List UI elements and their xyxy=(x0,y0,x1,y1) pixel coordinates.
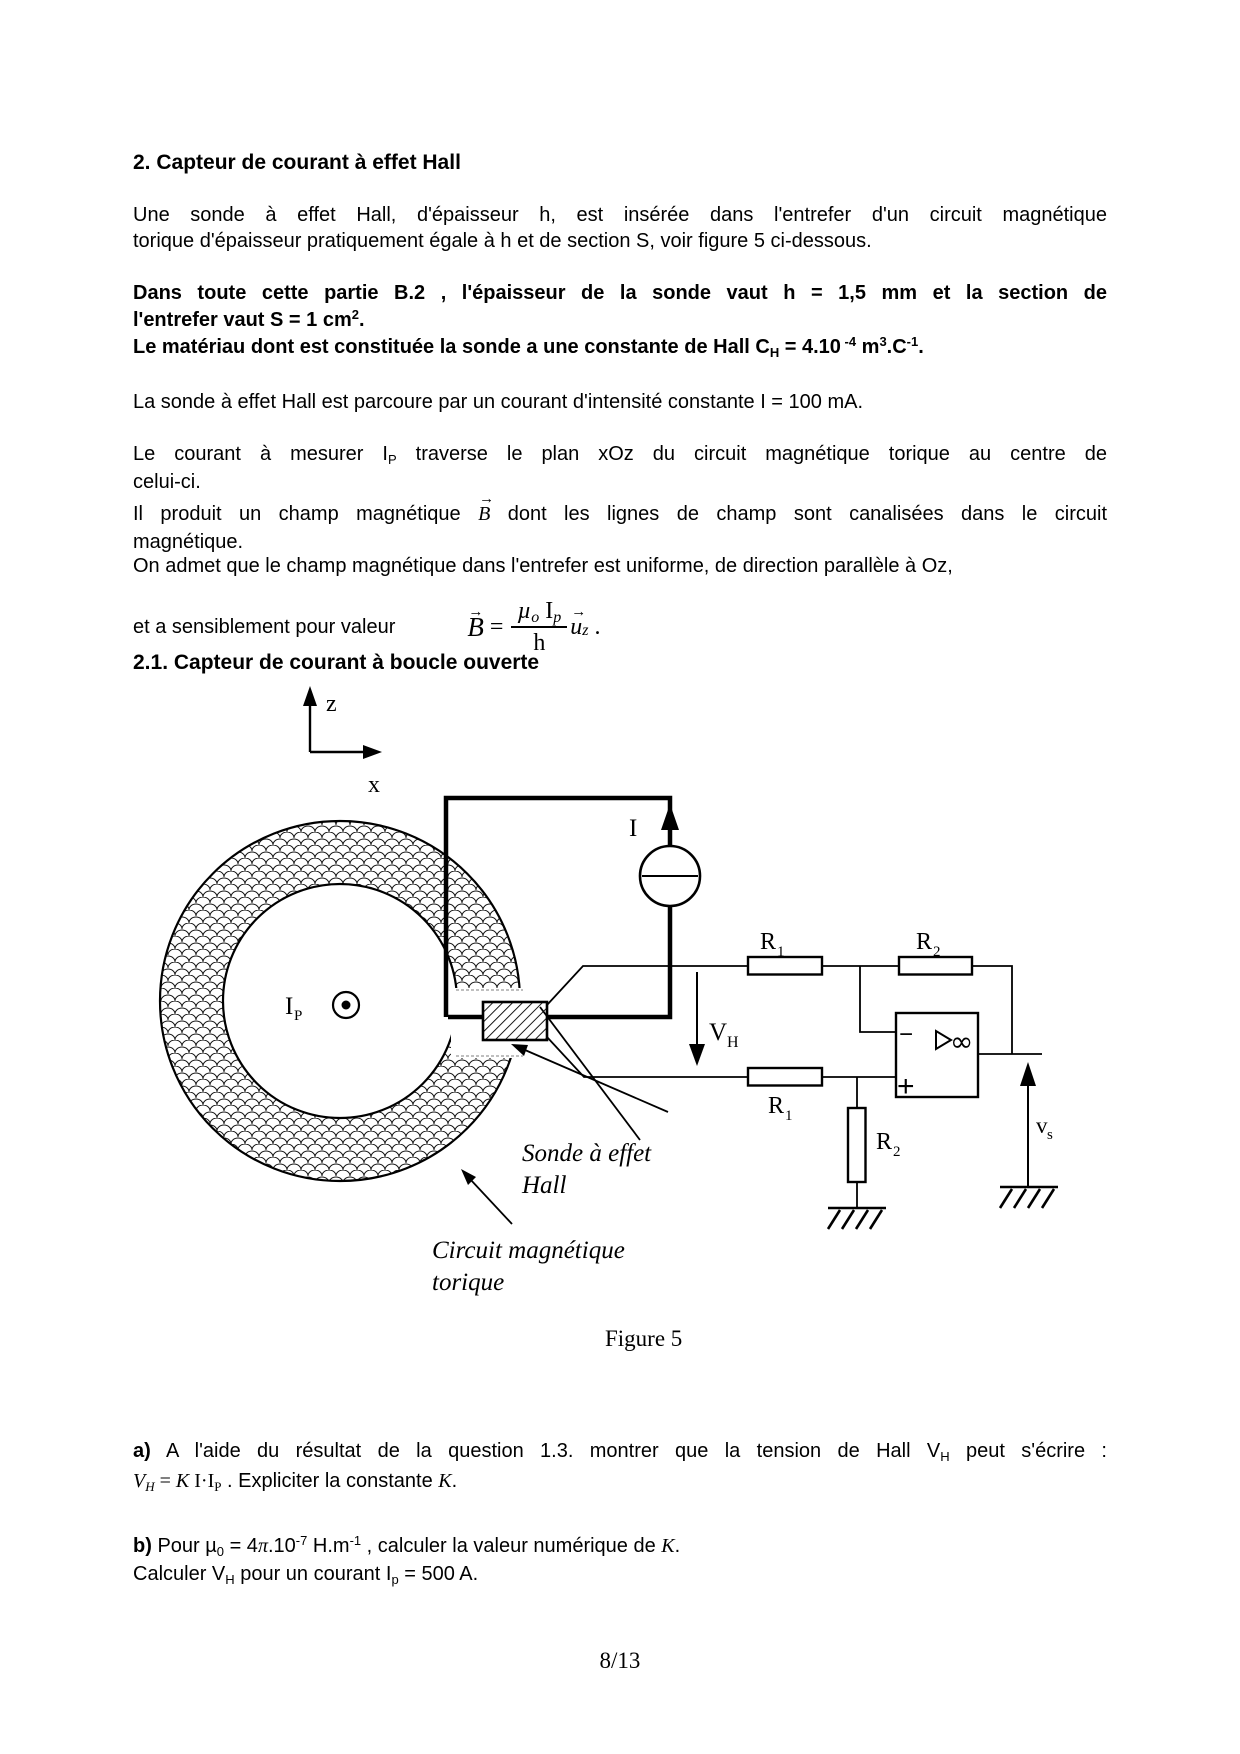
ip-label: I xyxy=(285,993,294,1020)
period: . xyxy=(594,614,601,640)
figure-caption: Figure 5 xyxy=(605,1326,683,1351)
sonde-label-line1: Sonde à effet xyxy=(522,1140,652,1167)
r2-top-label-sub: 2 xyxy=(933,944,941,960)
z-axis-arrowhead xyxy=(303,686,317,706)
text-line: Une sonde à effet Hall, d'épaisseur h, est insérée dans l'entrefer d'un circuit magnétique xyxy=(133,204,1107,226)
subsection-heading: 2.1. Capteur de courant à boucle ouverte xyxy=(133,651,540,674)
text-line: b) Pour $\mu_0 = 4\pi.10^{-7}$ $H.m^{-1}$ , calculer la valeur numérique de K. xyxy=(133,1533,681,1559)
r1-bottom-label-sub: 1 xyxy=(785,1108,793,1124)
op-amp-plus-input: + xyxy=(897,1070,915,1103)
ip-label-sub: P xyxy=(294,1008,303,1024)
fraction-numerator: µ$_o$ $I_p$ xyxy=(511,598,567,628)
text-line: celui-ci. xyxy=(133,471,201,493)
x-axis-arrowhead xyxy=(363,745,382,759)
vector-uz: u → xyxy=(570,614,582,640)
text-line: Il produit un champ magnétique B → dont les lignes de champ sont canalisées dans le circuit xyxy=(133,500,1107,528)
current-i-arrowhead xyxy=(661,804,679,830)
r2-vertical-label: R xyxy=(876,1129,893,1155)
r2-top-label: R xyxy=(916,929,933,955)
op-amp xyxy=(896,1013,978,1103)
resistor-r2-vertical xyxy=(848,1108,866,1182)
sonde-label-line2: Hall xyxy=(522,1172,567,1199)
current-source xyxy=(640,846,700,906)
text-line: Le matériau dont est constituée la sonde a une constante de Hall $C_H = 4.10$ $^{-4}$ $m^3.C^{-1}$. xyxy=(133,334,924,360)
r1-top-label-sub: 1 xyxy=(777,944,785,960)
fraction-denominator: h xyxy=(533,630,546,656)
equation-math: B → = $\frac{\mu_o I_p}{h}$ u → $_z$ . xyxy=(467,598,600,656)
resistor-r1-top xyxy=(748,957,822,975)
ground-symbol-right xyxy=(1000,1187,1058,1208)
question-a xyxy=(133,1436,1107,1496)
hall-probe xyxy=(483,1002,547,1040)
vs-label: v xyxy=(1036,1113,1048,1138)
section-heading: 2. Capteur de courant à effet Hall xyxy=(133,151,461,174)
vs-arrow xyxy=(1020,1062,1036,1186)
vh-label-sub: H xyxy=(727,1034,739,1051)
circuit-label-line1: Circuit magnétique xyxy=(432,1237,625,1264)
z-axis-label: z xyxy=(326,691,337,717)
vh-label: V xyxy=(709,1019,728,1046)
current-i-label: I xyxy=(629,815,638,842)
circuit-pointer xyxy=(461,1169,512,1224)
text-line: Dans toute cette partie B.2 , l'épaisseur de la sonde vaut h = 1,5 mm et la section de xyxy=(133,282,1107,304)
text-line: $V_H = K$ $I\cdot I_P$ . Expliciter la constante K. xyxy=(133,1470,458,1494)
vs-label-sub: s xyxy=(1047,1127,1053,1143)
text-line: torique d'épaisseur pratiquement égale à h et de section S, voir figure 5 ci-dessous. xyxy=(133,230,872,252)
ip-current-symbol xyxy=(333,992,359,1018)
resistor-r1-bottom xyxy=(748,1068,822,1086)
vector-B: B → xyxy=(467,614,484,640)
circuit-label-line2: torique xyxy=(432,1269,505,1296)
x-axis-label: x xyxy=(368,772,380,798)
r2-vertical-label-sub: 2 xyxy=(893,1144,901,1160)
r1-top-label: R xyxy=(760,929,777,955)
paragraph-current: La sonde à effet Hall est parcoure par un courant d'intensité constante I = 100 mA. xyxy=(133,391,864,413)
text-line: l'entrefer vaut S = 1 $cm^2$. xyxy=(133,307,365,331)
equals-sign: = xyxy=(489,614,504,640)
op-amp-minus-input: − xyxy=(899,1021,914,1048)
axes xyxy=(303,686,382,759)
paragraph-uniform: On admet que le champ magnétique dans l'entrefer est uniforme, de direction parallèle à Oz, xyxy=(133,555,953,577)
text-line: magnétique. xyxy=(133,531,244,553)
question-b xyxy=(133,1532,1107,1588)
text-line: Calculer $V_H$ pour un courant $I_p = 500$ A. xyxy=(133,1563,479,1587)
r1-bottom-label: R xyxy=(768,1093,785,1119)
text-line: Le courant à mesurer $I_P$ traverse le plan xOz du circuit magnétique torique au centre de xyxy=(133,443,1107,467)
equation-intro: et a sensiblement pour valeur xyxy=(133,616,396,638)
ground-symbol-middle xyxy=(828,1208,886,1229)
text-line: a) A l'aide du résultat de la question 1.3. montrer que la tension de Hall $V_H$ peut s'écrire : xyxy=(133,1440,1107,1464)
page-number: 8/13 xyxy=(599,1648,641,1673)
vh-arrow xyxy=(689,972,705,1066)
op-amp-infinity-icon: ∞ xyxy=(950,1025,974,1058)
